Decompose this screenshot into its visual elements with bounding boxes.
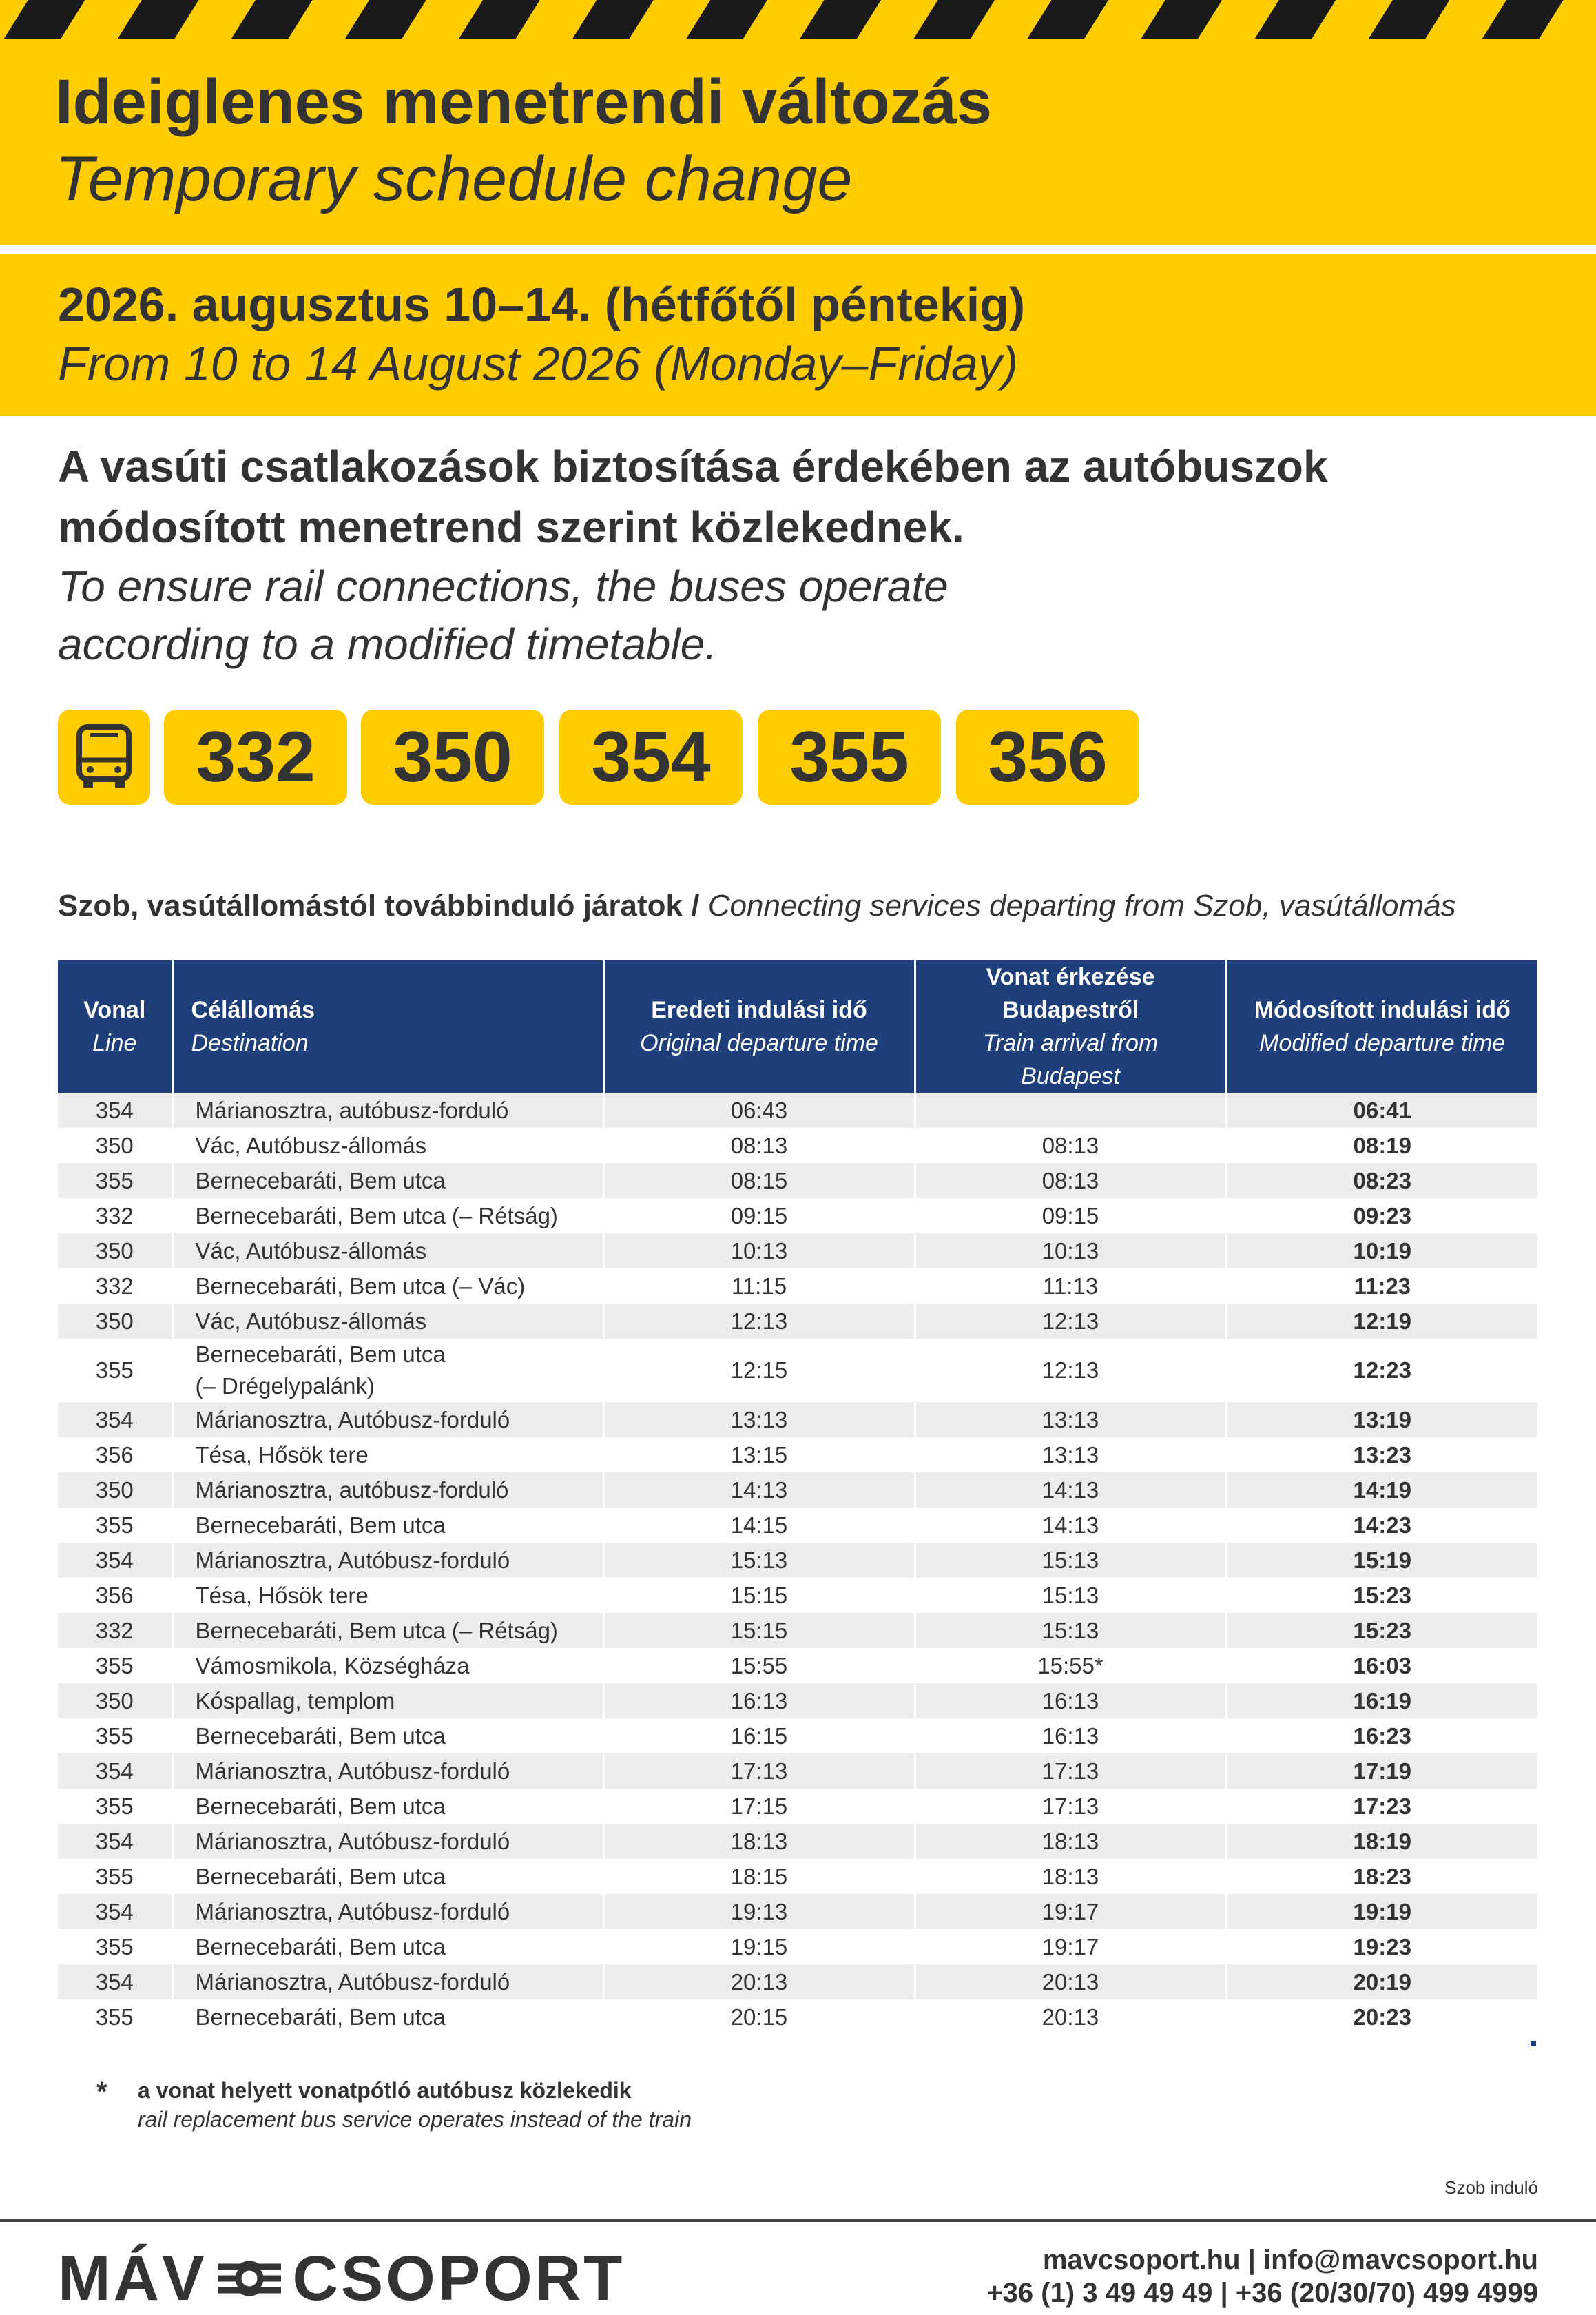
- table-row: [58, 1613, 1537, 1648]
- table-header-row: [58, 960, 1537, 1093]
- cell-line: 350: [58, 1472, 172, 1508]
- cell-original-departure: 17:15: [603, 1789, 915, 1824]
- cell-train-arrival: 09:15: [915, 1198, 1226, 1233]
- cell-original-departure: 08:15: [603, 1163, 915, 1198]
- intro-hungarian-line1: A vasúti csatlakozások biztosítása érdekében az autóbuszok: [58, 442, 1328, 491]
- cell-destination: Vác, Autóbusz-állomás: [172, 1128, 603, 1163]
- line-badge-355: 355: [758, 710, 941, 805]
- cell-train-arrival: 12:13: [915, 1339, 1226, 1402]
- table-row: [58, 1543, 1537, 1578]
- table-row: [58, 1999, 1537, 2035]
- hazard-stripe-bar: [0, 0, 1596, 39]
- logo-word-csoport: CSOPORT: [292, 2243, 625, 2314]
- footer-divider: [0, 2219, 1596, 2222]
- title-band: [0, 39, 1596, 245]
- cell-destination: Bernecebaráti, Bem utca: [172, 1789, 603, 1824]
- table-row: [58, 1824, 1537, 1859]
- cell-train-arrival: 08:13: [915, 1128, 1226, 1163]
- line-badge-354: 354: [559, 710, 743, 805]
- cell-destination: [172, 1339, 603, 1402]
- table-row: [58, 1683, 1537, 1718]
- cell-train-arrival: 14:13: [915, 1472, 1226, 1508]
- cell-train-arrival: 13:13: [915, 1402, 1226, 1437]
- cell-line: 355: [58, 1929, 172, 1964]
- date-hungarian: 2026. augusztus 10–14. (hétfőtől péntekig): [58, 278, 1026, 331]
- cell-train-arrival: 16:13: [915, 1718, 1226, 1753]
- cell-modified-departure: 15:23: [1226, 1578, 1537, 1613]
- cell-destination: Márianosztra, Autóbusz-forduló: [172, 1894, 603, 1929]
- cell-destination: Bernecebaráti, Bem utca: [172, 1929, 603, 1964]
- line-badge-356: 356: [956, 710, 1139, 805]
- cell-destination: Márianosztra, Autóbusz-forduló: [172, 1964, 603, 1999]
- table-row: [58, 1508, 1537, 1543]
- cell-train-arrival: 13:13: [915, 1437, 1226, 1472]
- cell-train-arrival: 15:55*: [915, 1648, 1226, 1683]
- cell-destination: Vác, Autóbusz-állomás: [172, 1233, 603, 1268]
- cell-train-arrival: 08:13: [915, 1163, 1226, 1198]
- cell-destination: Bernecebaráti, Bem utca (– Rétság): [172, 1613, 603, 1648]
- cell-train-arrival: 20:13: [915, 1999, 1226, 2035]
- cell-train-arrival: 17:13: [915, 1789, 1226, 1824]
- cell-modified-departure: 16:03: [1226, 1648, 1537, 1683]
- table-row: [58, 1437, 1537, 1472]
- cell-original-departure: 14:15: [603, 1508, 915, 1543]
- cell-original-departure: 14:13: [603, 1472, 915, 1508]
- cell-line: 354: [58, 1824, 172, 1859]
- cell-modified-departure: 14:23: [1226, 1508, 1537, 1543]
- cell-original-departure: 15:15: [603, 1613, 915, 1648]
- cell-modified-departure: 14:19: [1226, 1472, 1537, 1508]
- cell-modified-departure: 11:23: [1226, 1268, 1537, 1304]
- footnote-english: rail replacement bus service operates instead of the train: [138, 2107, 692, 2132]
- cell-original-departure: 13:15: [603, 1437, 915, 1472]
- cell-original-departure: 06:43: [603, 1093, 915, 1128]
- table-row: [58, 1648, 1537, 1683]
- cell-modified-departure: 10:19: [1226, 1233, 1537, 1268]
- table-row: [58, 1859, 1537, 1894]
- cell-destination: Bernecebaráti, Bem utca: [172, 1163, 603, 1198]
- cell-line: 354: [58, 1093, 172, 1128]
- cell-original-departure: 15:55: [603, 1648, 915, 1683]
- cell-train-arrival: 15:13: [915, 1613, 1226, 1648]
- cell-line: 354: [58, 1964, 172, 1999]
- cell-line: 355: [58, 1339, 172, 1402]
- table-row: [58, 1233, 1537, 1268]
- cell-modified-departure: 13:19: [1226, 1402, 1537, 1437]
- section-title-hungarian: Szob, vasútállomástól továbbinduló járatok: [58, 889, 683, 923]
- table-row: [58, 1268, 1537, 1304]
- cell-train-arrival: 15:13: [915, 1578, 1226, 1613]
- cell-original-departure: 20:15: [603, 1999, 915, 2035]
- cell-train-arrival: 20:13: [915, 1964, 1226, 1999]
- table-row: [58, 1789, 1537, 1824]
- table-row: [58, 1753, 1537, 1789]
- cell-line: 354: [58, 1753, 172, 1789]
- title-hungarian: Ideiglenes menetrendi változás: [55, 67, 993, 137]
- timetable: [58, 960, 1537, 2035]
- cell-modified-departure: 20:23: [1226, 1999, 1537, 2035]
- section-title: [58, 889, 1456, 923]
- cell-line: 350: [58, 1304, 172, 1339]
- cell-train-arrival: 10:13: [915, 1233, 1226, 1268]
- line-badge-332: 332: [164, 710, 347, 805]
- corner-mark: [1531, 2041, 1536, 2046]
- cell-modified-departure: 09:23: [1226, 1198, 1537, 1233]
- table-row: [58, 1929, 1537, 1964]
- cell-original-departure: 12:13: [603, 1304, 915, 1339]
- header-original-departure: Eredeti indulási idő Original departure time: [603, 960, 915, 1093]
- timetable-body: [58, 1093, 1537, 2035]
- cell-train-arrival: 18:13: [915, 1859, 1226, 1894]
- table-row: [58, 1304, 1537, 1339]
- cell-destination: Tésa, Hősök tere: [172, 1578, 603, 1613]
- cell-destination: Márianosztra, Autóbusz-forduló: [172, 1543, 603, 1578]
- cell-line: 355: [58, 1508, 172, 1543]
- cell-line: 332: [58, 1198, 172, 1233]
- cell-destination: Tésa, Hősök tere: [172, 1437, 603, 1472]
- date-english: From 10 to 14 August 2026 (Monday–Friday): [58, 337, 1019, 391]
- logo-rail-icon: [216, 2254, 282, 2303]
- cell-destination: Bernecebaráti, Bem utca: [172, 1508, 603, 1543]
- header-destination: Célállomás Destination: [172, 960, 603, 1093]
- cell-destination: Márianosztra, Autóbusz-forduló: [172, 1753, 603, 1789]
- cell-original-departure: 15:13: [603, 1543, 915, 1578]
- cell-line: 354: [58, 1543, 172, 1578]
- cell-modified-departure: 18:23: [1226, 1859, 1537, 1894]
- cell-train-arrival: 18:13: [915, 1824, 1226, 1859]
- table-row: [58, 1093, 1537, 1128]
- cell-destination: Márianosztra, autóbusz-forduló: [172, 1472, 603, 1508]
- mav-csoport-logo: [58, 2243, 625, 2314]
- cell-original-departure: 19:13: [603, 1894, 915, 1929]
- cell-destination: Bernecebaráti, Bem utca (– Rétság): [172, 1198, 603, 1233]
- footnote-hungarian: a vonat helyett vonatpótló autóbusz közlekedik: [138, 2078, 632, 2103]
- cell-line: 355: [58, 1718, 172, 1753]
- table-row: [58, 1163, 1537, 1198]
- cell-train-arrival: 16:13: [915, 1683, 1226, 1718]
- header-modified-departure: Módosított indulási idő Modified departure time: [1226, 960, 1537, 1093]
- footnote-symbol: *: [96, 2077, 107, 2107]
- cell-modified-departure: 13:23: [1226, 1437, 1537, 1472]
- table-row: [58, 1578, 1537, 1613]
- header-line: Vonal Line: [58, 960, 172, 1093]
- cell-original-departure: 09:15: [603, 1198, 915, 1233]
- bus-icon-badge: [58, 710, 150, 805]
- table-row: [58, 1128, 1537, 1163]
- cell-train-arrival: [915, 1093, 1226, 1128]
- page-label: Szob induló: [1444, 2177, 1538, 2198]
- cell-line: 332: [58, 1268, 172, 1304]
- cell-original-departure: 18:15: [603, 1859, 915, 1894]
- intro-hungarian-line2: módosított menetrend szerint közlekednek.: [58, 502, 964, 552]
- cell-line: 350: [58, 1683, 172, 1718]
- cell-original-departure: 08:13: [603, 1128, 915, 1163]
- cell-original-departure: 19:15: [603, 1929, 915, 1964]
- date-band: [0, 254, 1596, 416]
- cell-modified-departure: 20:19: [1226, 1964, 1537, 1999]
- cell-modified-departure: 06:41: [1226, 1093, 1537, 1128]
- cell-line: 356: [58, 1437, 172, 1472]
- cell-original-departure: 17:13: [603, 1753, 915, 1789]
- bus-icon: [74, 724, 134, 790]
- table-row: [58, 1894, 1537, 1929]
- cell-modified-departure: 18:19: [1226, 1824, 1537, 1859]
- cell-train-arrival: 17:13: [915, 1753, 1226, 1789]
- cell-original-departure: 11:15: [603, 1268, 915, 1304]
- cell-line: 350: [58, 1128, 172, 1163]
- contact-web-email: mavcsoport.hu | info@mavcsoport.hu: [1042, 2245, 1538, 2275]
- cell-original-departure: 13:13: [603, 1402, 915, 1437]
- cell-original-departure: 16:13: [603, 1683, 915, 1718]
- cell-destination: Márianosztra, autóbusz-forduló: [172, 1093, 603, 1128]
- cell-original-departure: 20:13: [603, 1964, 915, 1999]
- cell-modified-departure: 08:19: [1226, 1128, 1537, 1163]
- cell-original-departure: 18:13: [603, 1824, 915, 1859]
- section-title-separator: /: [691, 889, 700, 923]
- cell-original-departure: 10:13: [603, 1233, 915, 1268]
- destination-line2: (– Drégelypalánk): [195, 1373, 375, 1399]
- contact-phone: +36 (1) 3 49 49 49 | +36 (20/30/70) 499 4999: [986, 2278, 1538, 2308]
- cell-original-departure: 16:15: [603, 1718, 915, 1753]
- table-row: [58, 1718, 1537, 1753]
- table-row: [58, 1339, 1537, 1402]
- cell-modified-departure: 08:23: [1226, 1163, 1537, 1198]
- intro-english-line1: To ensure rail connections, the buses operate: [58, 562, 949, 611]
- cell-modified-departure: 16:19: [1226, 1683, 1537, 1718]
- cell-line: 356: [58, 1578, 172, 1613]
- cell-train-arrival: 19:17: [915, 1894, 1226, 1929]
- cell-modified-departure: 15:23: [1226, 1613, 1537, 1648]
- cell-modified-departure: 17:19: [1226, 1753, 1537, 1789]
- cell-line: 354: [58, 1402, 172, 1437]
- cell-destination: Márianosztra, Autóbusz-forduló: [172, 1402, 603, 1437]
- cell-destination: Bernecebaráti, Bem utca: [172, 1999, 603, 2035]
- cell-modified-departure: 17:23: [1226, 1789, 1537, 1824]
- cell-destination: Kóspallag, templom: [172, 1683, 603, 1718]
- table-row: [58, 1964, 1537, 1999]
- cell-line: 355: [58, 1163, 172, 1198]
- cell-line: 355: [58, 1859, 172, 1894]
- cell-destination: Bernecebaráti, Bem utca: [172, 1718, 603, 1753]
- cell-train-arrival: 14:13: [915, 1508, 1226, 1543]
- cell-train-arrival: 11:13: [915, 1268, 1226, 1304]
- line-badge-350: 350: [361, 710, 544, 805]
- cell-line: 355: [58, 1999, 172, 2035]
- cell-original-departure: 15:15: [603, 1578, 915, 1613]
- section-title-english: Connecting services departing from Szob, vasútállomás: [707, 889, 1456, 923]
- cell-line: 332: [58, 1613, 172, 1648]
- cell-modified-departure: 19:19: [1226, 1894, 1537, 1929]
- header-train-arrival: Vonat érkezése Budapestről Train arrival from Budapest: [915, 960, 1226, 1093]
- cell-train-arrival: 12:13: [915, 1304, 1226, 1339]
- cell-line: 350: [58, 1233, 172, 1268]
- cell-line: 355: [58, 1648, 172, 1683]
- table-row: [58, 1472, 1537, 1508]
- cell-modified-departure: 15:19: [1226, 1543, 1537, 1578]
- cell-modified-departure: 12:23: [1226, 1339, 1537, 1402]
- cell-line: 354: [58, 1894, 172, 1929]
- table-row: [58, 1198, 1537, 1233]
- title-english: Temporary schedule change: [55, 144, 853, 214]
- cell-modified-departure: 16:23: [1226, 1718, 1537, 1753]
- cell-line: 355: [58, 1789, 172, 1824]
- cell-modified-departure: 12:19: [1226, 1304, 1537, 1339]
- cell-train-arrival: 19:17: [915, 1929, 1226, 1964]
- table-row: [58, 1402, 1537, 1437]
- cell-modified-departure: 19:23: [1226, 1929, 1537, 1964]
- destination-line1: Bernecebaráti, Bem utca: [195, 1341, 446, 1367]
- cell-destination: Vámosmikola, Községháza: [172, 1648, 603, 1683]
- intro-english-line2: according to a modified timetable.: [58, 619, 717, 669]
- cell-train-arrival: 15:13: [915, 1543, 1226, 1578]
- cell-destination: Bernecebaráti, Bem utca (– Vác): [172, 1268, 603, 1304]
- cell-original-departure: 12:15: [603, 1339, 915, 1402]
- cell-destination: Vác, Autóbusz-állomás: [172, 1304, 603, 1339]
- cell-destination: Márianosztra, Autóbusz-forduló: [172, 1824, 603, 1859]
- logo-word-mav: MÁV: [58, 2243, 207, 2314]
- cell-destination: Bernecebaráti, Bem utca: [172, 1859, 603, 1894]
